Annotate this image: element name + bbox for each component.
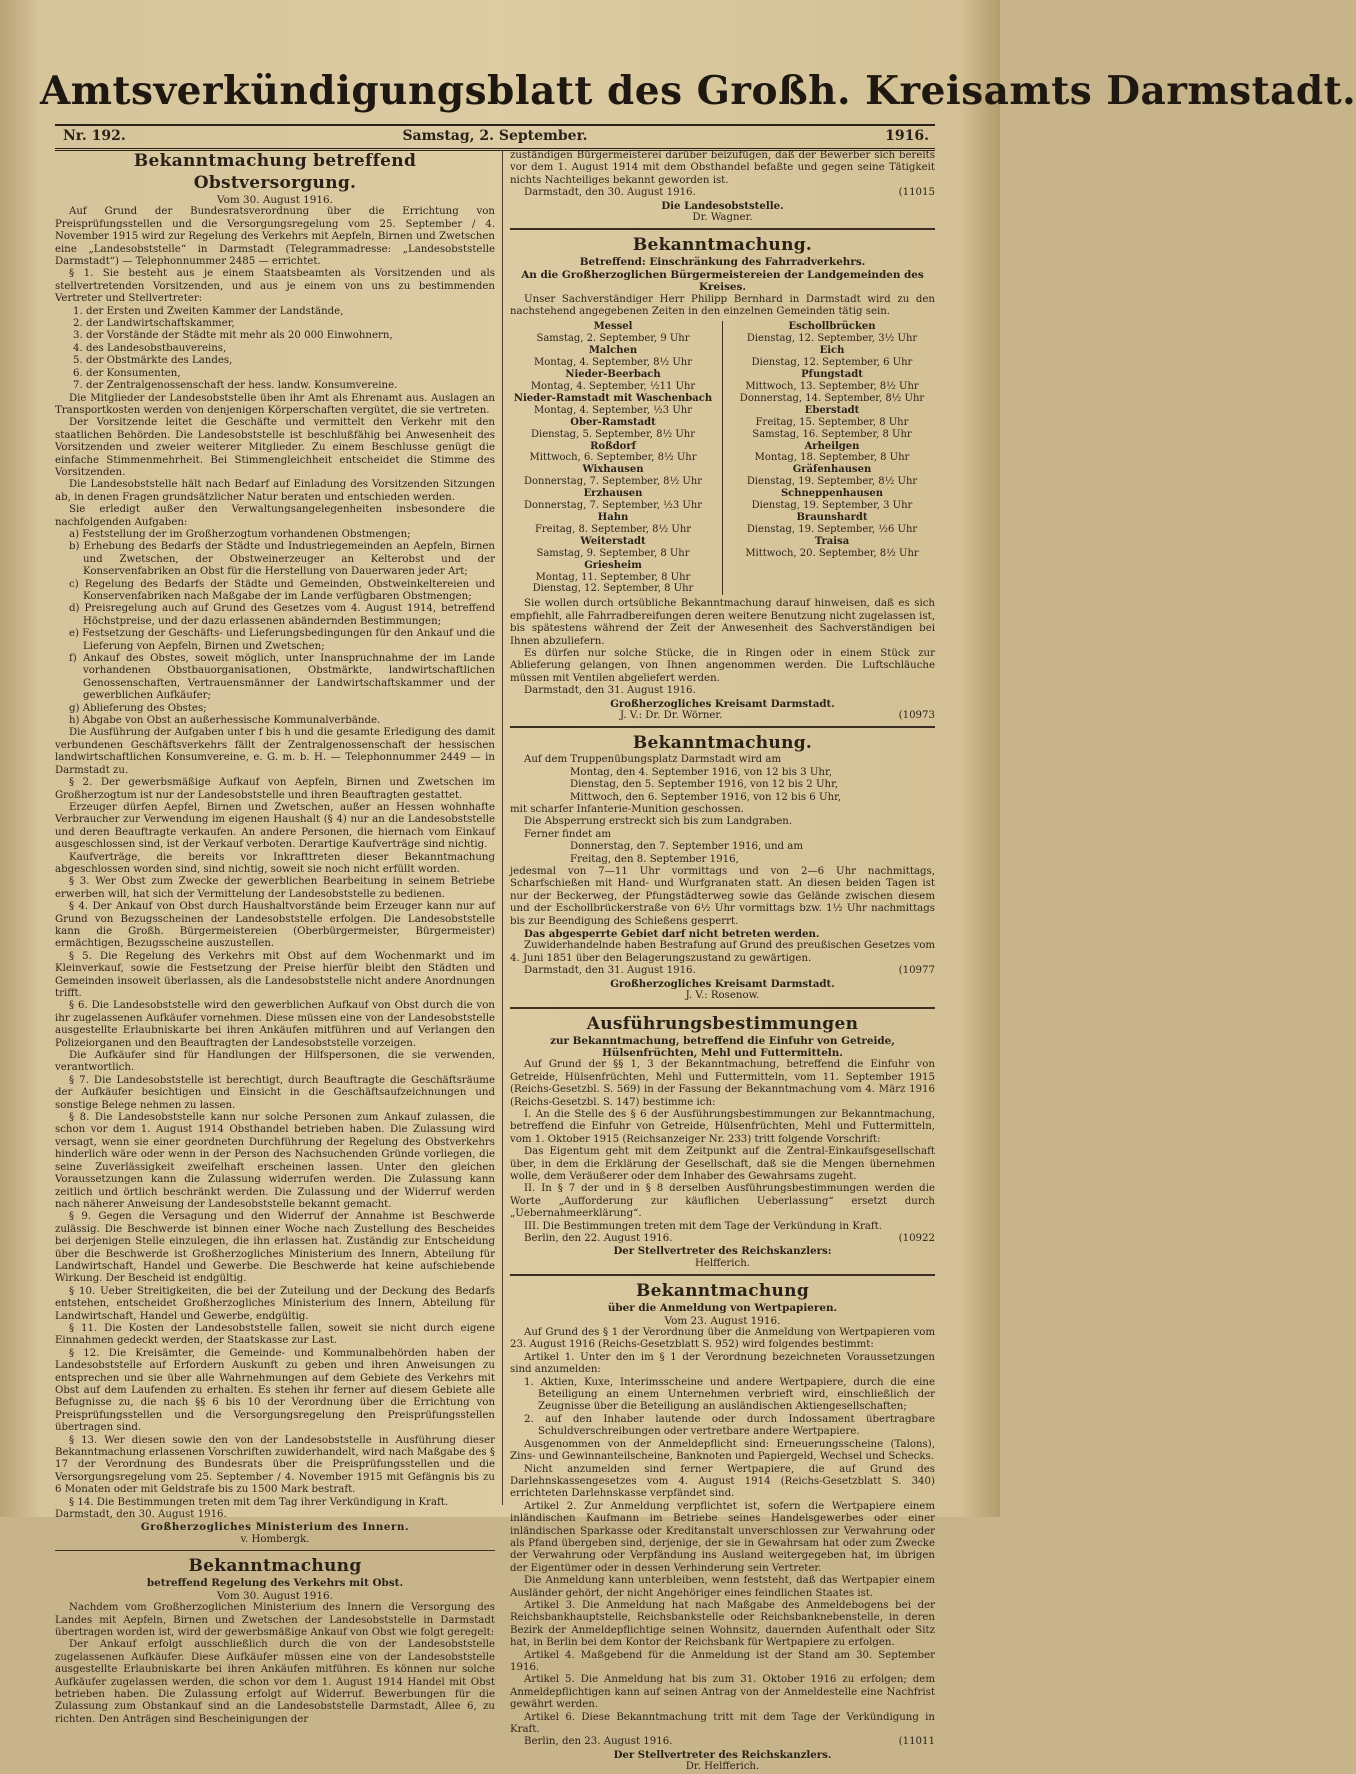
wert-a5: Artikel 5. Die Anmeldung hat bis zum 31. Oktober 1916 zu erfolgen; dem Anmeldepflichtigen kann auf seinen Antrag von der Anmeldestelle eine Nachfrist gewährt werden. bbox=[510, 1674, 935, 1711]
obst-paragraph: § 2. Der gewerbsmäßige Aufkauf von Aepfeln, Birnen und Zwetschen im Großherzogtum ist nur der Landesobststelle und ihren Beauftragten gestattet. bbox=[55, 777, 495, 801]
masthead-title: Amtsverkündigungsblatt des Großh. Kreisamts Darmstadt. bbox=[40, 68, 1356, 114]
obst-date: Vom 30. August 1916. bbox=[217, 194, 333, 206]
issue-date: Samstag, 2. September. bbox=[402, 128, 588, 144]
schedule-time: Samstag, 9. September, 8 Uhr bbox=[536, 547, 690, 559]
fahrrad-text2: Es dürfen nur solche Stücke, die in Ringen oder in einem Stück zur Ablieferung gelangen, von Ihnen angenommen werden. Die Luftschläuche müssen mit Ventilen abgeliefert werden. bbox=[510, 647, 935, 684]
ausf-iii: III. Die Bestimmungen treten mit dem Tage der Verkündung in Kraft. bbox=[524, 1220, 883, 1232]
issue-number: Nr. 192. bbox=[63, 128, 126, 144]
obst-paragraph: § 5. Die Regelung des Verkehrs mit Obst auf dem Wochenmarkt und im Kleinverkauf, sowie die Festsetzung der Preise hierfür bleibt den Städten und Gemeinden insoweit überlassen, als die Landesobststelle nicht andere Anordnungen trifft. bbox=[55, 950, 495, 999]
truppen-l4: Ferner findet am bbox=[524, 828, 612, 840]
fahrrad-signer: J. V.: Dr. Dr. Wörner. bbox=[620, 709, 723, 721]
schedule-time: Dienstag, 19. September, 3 Uhr bbox=[751, 500, 913, 512]
member-item: 6. der Konsumenten, bbox=[73, 367, 181, 379]
obst-p4: Die Landesobststelle hält nach Bedarf auf Einladung des Vorsitzenden Sitzungen ab, in denen Fragen grundsätzlicher Natur beraten und entschieden werden. bbox=[55, 479, 495, 503]
wert-title: Bekanntmachung bbox=[635, 1281, 810, 1302]
obst-p3: Der Vorsitzende leitet die Geschäfte und vermittelt den Verkehr mit den staatlichen Behörden. Die Landesobststelle ist beschlußfähig bei Anwesenheit des Vorsitzenden und zweier weiterer Mitglieder. Zu einem Beschlusse genügt die einfache Stimmenmehrheit. Bei Stimmengleichheit entscheidet die Stimme des Vorsitzenden. bbox=[55, 417, 495, 478]
wert-footer bbox=[510, 1736, 935, 1748]
schedule-place: Roßdorf bbox=[590, 440, 636, 452]
issue-year: 1916. bbox=[885, 128, 929, 144]
fahrrad-ref: (10973 bbox=[898, 709, 935, 721]
obst-p6: Die Ausführung der Aufgaben unter f bis h und die gesamte Erledigung des damit verbundenen Geschäftsverkehrs fällt der Zentralgenossenschaft der hessischen landwirtschaftlichen Konsumvereine, e. G. m. b. H. — Telephonnummer 2449 — in Darmstadt zu. bbox=[55, 727, 495, 776]
obst-p2: Die Mitglieder der Landesobststelle üben ihr Amt als Ehrenamt aus. Auslagen an Transportkosten werden von denjenigen Körperschaften vergütet, die sie vertreten. bbox=[55, 392, 495, 416]
right-column bbox=[510, 150, 935, 1773]
obst-paragraph: Die Aufkäufer sind für Handlungen der Hilfspersonen, die sie verwenden, verantwortlich. bbox=[55, 1050, 495, 1074]
schedule-place: Griesheim bbox=[584, 559, 642, 571]
obst-paragraph: § 10. Ueber Streitigkeiten, die bei der Zuteilung und der Deckung des Bedarfs entstehen, entscheidet Großherzogliches Ministerium des Innern, Abteilung für Landwirtschaft, Handel und Gewerbe, endgültig. bbox=[55, 1285, 495, 1322]
verkehr-text2: Der Ankauf erfolgt ausschließlich durch die von der Landesobststelle zugelassenen Aufkäufer. Diese Aufkäufer müssen eine von der Landesobststelle ausgestellte Erlaubniskarte bei ihren Ankäufen mitführen. Es können nur solche Aufkäufer zugelassen werden, die schon vor dem 1. August 1914 Handel mit Obst betrieben haben. Die Zulassung erfolgt auf Widerruf. Bewerbungen für die Zulassung zum Obstankauf sind an die Landesobststelle Darmstadt, Allee 6, zu richten. Den Anträgen sind Bescheinigungen der bbox=[55, 1639, 495, 1725]
obst-paragraph: § 14. Die Bestimmungen treten mit dem Tag ihrer Verkündigung in Kraft. bbox=[69, 1496, 449, 1508]
schedule-right bbox=[723, 321, 935, 595]
schedule-place: Hahn bbox=[597, 511, 629, 523]
wert-signer: Dr. Helfferich. bbox=[685, 1761, 760, 1773]
fahrrad-title: Bekanntmachung. bbox=[632, 235, 813, 256]
schedule-place: Erzhausen bbox=[583, 488, 643, 500]
ausf-i: I. An die Stelle des § 6 der Ausführungsbestimmungen zur Bekanntmachung, betreffend die Einfuhr von Getreide, Hülsenfrüchten, Mehl und Futtermitteln, vom 1. Oktober 1915 (Reichsanzeiger Nr. 233) tritt folgende Vorschrift: bbox=[510, 1108, 935, 1145]
schedule-place: Pfungstadt bbox=[801, 369, 863, 381]
truppen-footer bbox=[510, 965, 935, 977]
cont-text: zuständigen Bürgermeisterei darüber beizufügen, daß der Bewerber sich bereits vor dem 1. August 1914 mit dem Obsthandel befaßte und gegen seine Tätigkeit nichts Nachteiliges bekannt geworden ist. bbox=[510, 150, 935, 186]
ausf-ii: II. In § 7 der und in § 8 derselben Ausführungsbestimmungen werden die Worte „Aufforderung zur käuflichen Ueberlassung“ ersetzt durch „Uebernahmeerklärung“. bbox=[510, 1183, 935, 1220]
wert-a4: Artikel 4. Maßgebend für die Anmeldung ist der Stand am 30. September 1916. bbox=[510, 1649, 935, 1673]
schedule-place: Eschollbrücken bbox=[788, 321, 876, 333]
truppen-l7: Zuwiderhandelnde haben Bestrafung auf Grund des preußischen Gesetzes vom 4. Juni 1851 über den Belagerungszustand zu gewärtigen. bbox=[510, 940, 935, 964]
cont-footer bbox=[510, 187, 935, 199]
member-item: 4. des Landesobstbauvereins, bbox=[73, 342, 227, 354]
wert-text: Auf Grund des § 1 der Verordnung über die Anmeldung von Wertpapieren vom 23. August 1916 (Reichs-Gesetzblatt S. 952) wird folgendes bestimmt: bbox=[510, 1327, 935, 1351]
verkehr-text: Nachdem vom Großherzoglichen Ministerium des Innern die Versorgung des Landes mit Aepfeln, Birnen und Zwetschen der Landesobststelle in Darmstadt übertragen worden ist, wird der gewerbsmäßige Ankauf von Obst wie folgt geregelt: bbox=[55, 1602, 495, 1638]
obst-paragraph: § 6. Die Landesobststelle wird den gewerblichen Aufkauf von Obst durch die von ihr zugelassenen Aufkäufer vornehmen. Diese müssen eine von der Landesobststelle ausgestellte Erlaubniskarte bei ihren Ankäufen mitführen und auf Verlangen den Polizeiorganen und den Beauftragten der Landesobststelle vorzeigen. bbox=[55, 1000, 495, 1049]
obst-tasks bbox=[55, 529, 495, 728]
fahrrad-betreff: Betreffend: Einschränkung des Fahrradverkehrs. bbox=[579, 256, 866, 269]
fahrrad-text: Sie wollen durch ortsübliche Bekanntmachung darauf hinweisen, daß es sich empfiehlt, alle Fahrradbereifungen deren weitere Benutzung nicht zugelassen ist, bis spätestens während der Zeit der Anwesenheit des Sachverständigen bei Ihnen abzuliefern. bbox=[510, 598, 935, 647]
task-item: a) Feststellung der im Großherzogtum vorhandenen Obstmengen; bbox=[69, 528, 411, 540]
task-item: g) Ablieferung des Obstes; bbox=[69, 702, 207, 714]
truppen-time: Mittwoch, den 6. September 1916, von 12 bis 6 Uhr, bbox=[570, 791, 842, 803]
wert-a3: Artikel 3. Die Anmeldung hat nach Maßgabe des Anmeldebogens bei der Reichsbankhauptstelle, Reichsbankstelle oder Reichsbanknebenstelle, in deren Bezirk der Anmeldepflichtige seinen Wohnsitz, dauernden Aufenthalt oder Sitz hat, in Berlin bei dem Kontor der Reichsbank für Wertpapiere zu erfolgen. bbox=[510, 1599, 935, 1649]
task-item: f) Ankauf des Obstes, soweit möglich, unter Inanspruchnahme der im Lande vorhandenen Obstbauorganisationen, Obstmärkte, landwirtschaftlichen Genossenschaften, Vertrauensmänner der Landwirtschaftskammer und der gewerblichen Aufkäufer; bbox=[69, 653, 495, 702]
schedule-place: Schneppenhausen bbox=[780, 488, 884, 500]
wert-ref: (11011 bbox=[898, 1736, 935, 1748]
obst-paragraph: § 3. Wer Obst zum Zwecke der gewerblichen Bearbeitung in seinem Betriebe erwerben will, hat sich der Vermittelung der Landesobststelle zu bedienen. bbox=[55, 876, 495, 900]
fahrrad-place: Darmstadt, den 31. August 1916. bbox=[524, 685, 696, 697]
verkehr-subtitle: betreffend Regelung des Verkehrs mit Obst. bbox=[146, 1577, 404, 1590]
wert-a2: Artikel 2. Zur Anmeldung verpflichtet ist, sofern die Wertpapiere einem inländischen Kaufmann im Betriebe seines Handelsgewerbes oder einer inländischen Sparkasse oder Kreditanstalt unverschlossen zur Verwahrung oder als Pfand übergeben sind, derjenige, der sie in Gewahrsam hat oder zum Zwecke der Verwahrung oder Verpfändung ins Ausland weitergegeben hat, im übrigen der Eigentümer oder in dessen Verhinderung sein Vertreter. bbox=[510, 1500, 935, 1574]
schedule-time: Donnerstag, 7. September, 8½ Uhr bbox=[523, 476, 703, 488]
truppen-l1: Auf dem Truppenübungsplatz Darmstadt wird am bbox=[524, 754, 782, 766]
obst-p1: § 1. Sie besteht aus je einem Staatsbeamten als Vorsitzenden und als stellvertretenden Vorsitzenden, und aus je einem von uns zu bestimmenden Vertreter und Stellvertreter: bbox=[55, 268, 495, 305]
schedule-place: Wixhausen bbox=[582, 464, 644, 476]
schedule-place: Braunshardt bbox=[796, 511, 868, 523]
cont-place: Darmstadt, den 30. August 1916. bbox=[524, 187, 696, 199]
fahrrad-authority: Großherzogliches Kreisamt Darmstadt. bbox=[610, 697, 835, 710]
task-item: h) Abgabe von Obst an außerhessische Kommunalverbände. bbox=[69, 715, 381, 727]
truppen-title: Bekanntmachung. bbox=[632, 733, 813, 754]
truppen-time: Dienstag, den 5. September 1916, von 12 bis 2 Uhr, bbox=[570, 779, 839, 791]
schedule-time: Mittwoch, 13. September, 8½ Uhr bbox=[745, 381, 919, 392]
schedule-time: Dienstag, 12. September, 6 Uhr bbox=[751, 357, 913, 369]
schedule-place: Nieder-Ramstadt mit Waschenbach bbox=[513, 392, 713, 404]
wert-a6: Artikel 6. Diese Bekanntmachung tritt mit dem Tage der Verkündigung in Kraft. bbox=[510, 1711, 935, 1736]
schedule-time: Freitag, 15. September, 8 Uhr bbox=[755, 416, 909, 428]
truppen-time: Donnerstag, den 7. September 1916, und am bbox=[570, 841, 804, 853]
section-rule bbox=[55, 1550, 495, 1551]
fahrrad-to: An die Großherzoglichen Bürgermeistereien der Landgemeinden des Kreises. bbox=[521, 268, 924, 294]
obst-p5: Sie erledigt außer den Verwaltungsangelegenheiten insbesondere die nachfolgenden Aufgaben: bbox=[55, 504, 495, 528]
section-rule bbox=[510, 1274, 935, 1276]
schedule-time: Montag, 4. September, ½3 Uhr bbox=[534, 404, 692, 416]
truppen-l6: Das abgesperrte Gebiet darf nicht betreten werden. bbox=[524, 928, 820, 941]
wert-a1b: Ausgenommen von der Anmeldepflicht sind: Erneuerungsscheine (Talons), Zins- und Gewinnanteilscheine, Banknoten und Papiergeld, Wechsel und Schecks. bbox=[510, 1438, 935, 1463]
truppen-authority: Großherzogliches Kreisamt Darmstadt. bbox=[610, 977, 835, 990]
obst-title: Bekanntmachung betreffend Obstversorgung. bbox=[133, 151, 417, 193]
member-item: 3. der Vorstände der Städte mit mehr als 20 000 Einwohnern, bbox=[73, 330, 393, 342]
verkehr-title: Bekanntmachung bbox=[188, 1556, 362, 1577]
ausf-signer: Helfferich. bbox=[694, 1257, 751, 1269]
schedule-time: Dienstag, 19. September, 8½ Uhr bbox=[746, 476, 918, 488]
obst-place: Darmstadt, den 30. August 1916. bbox=[55, 1509, 227, 1521]
wert-item: 1. Aktien, Kuxe, Interimsscheine und andere Wertpapiere, durch die eine Beteiligung an einem Unternehmen verbrieft wird, einschließlich der Zeugnisse über die Beteiligung an ausländischen Aktiengesellschaften; bbox=[524, 1376, 935, 1413]
dateline bbox=[55, 124, 935, 151]
truppen-time: Montag, den 4. September 1916, von 12 bis 3 Uhr, bbox=[570, 766, 832, 778]
obst-members bbox=[55, 306, 495, 393]
wert-date: Vom 23. August 1916. bbox=[664, 1314, 781, 1327]
wert-a1: Artikel 1. Unter den im § 1 der Verordnung bezeichneten Voraussetzungen sind anzumelden: bbox=[510, 1351, 935, 1376]
obst-paragraph: § 4. Der Ankauf von Obst durch Haushaltvorstände beim Erzeuger kann nur auf Grund von Bezugsscheinen der Landesobststelle erfolgen. Die Landesobststelle kann die Großh. Bürgermeistereien (Oberbürgermeister, Bürgermeister) ermächtigen, Bezugsscheine auszustellen. bbox=[55, 901, 495, 950]
truppen-time: Freitag, den 8. September 1916, bbox=[570, 853, 739, 865]
wert-item: 2. auf den Inhaber lautende oder durch Indossament übertragbare Schuldverschreibungen oder vertretbare andere Wertpapiere. bbox=[524, 1413, 935, 1438]
obst-authority: Großherzogliches Ministerium des Innern. bbox=[140, 1521, 410, 1534]
schedule-place: Gräfenhausen bbox=[792, 464, 872, 476]
obst-signer: v. Hombergk. bbox=[240, 1533, 310, 1545]
section-rule bbox=[510, 726, 935, 728]
task-item: b) Erhebung des Bedarfs der Städte und Industriegemeinden an Aepfeln, Birnen und Zwetschen, der Obstweinerzeuger an Kelterobst und der Konservenfabriken an Obst für die Herstellung von Dauerwaren jeder Art; bbox=[69, 541, 495, 578]
schedule-time: Samstag, 16. September, 8 Uhr bbox=[752, 428, 912, 440]
truppen-l5: jedesmal von 7—11 Uhr vormittags und von 2—6 Uhr nachmittags, Scharfschießen mit Hand- und Wurfgranaten statt. An diesen beiden Tagen ist nur der Beckerweg, der Pfungstädterweg sowie das Gelände zwischen diesem und der Eschollbrückerstraße von 6½ Uhr vormittags bzw. 1½ Uhr nachmittags bis zur Beendigung des Schießens gesperrt. bbox=[510, 866, 935, 927]
ausf-authority: Der Stellvertreter des Reichskanzlers: bbox=[613, 1245, 832, 1258]
member-item: 1. der Ersten und Zweiten Kammer der Landstände, bbox=[73, 305, 344, 317]
ausf-place: Berlin, den 22. August 1916. bbox=[524, 1233, 673, 1244]
wert-a1c: Nicht anzumelden sind ferner Wertpapiere, die auf Grund des Darlehnskassengesetzes vom 4. August 1914 (Reichs-Gesetzblatt S. 340) errichteten Darlehnskasse verpfändet sind. bbox=[510, 1463, 935, 1500]
schedule-time: Montag, 18. September, 8 Uhr bbox=[754, 452, 910, 464]
obst-paragraph: § 13. Wer diesen sowie den von der Landesobststelle in Ausführung dieser Bekanntmachung erlassenen Vorschriften zuwiderhandelt, wird nach Maßgabe des § 17 der Verordnung des Bundesrats über die Preisprüfungsstellen und die Versorgungsregelung vom 25. September / 4. November 1915 mit Gefängnis bis zu 6 Monaten oder mit Geldstrafe bis zu 1500 Mark bestraft. bbox=[55, 1434, 495, 1496]
ausf-title: Ausführungsbestimmungen bbox=[586, 1013, 859, 1034]
task-item: d) Preisregelung auch auf Grund des Gesetzes vom 4. August 1914, betreffend Höchstpreise, und der dazu erlassenen abändernden Bestimmungen; bbox=[69, 603, 495, 627]
truppen-times bbox=[510, 767, 935, 804]
schedule-time: Samstag, 2. September, 9 Uhr bbox=[536, 333, 690, 345]
cont-authority: Die Landesobststelle. bbox=[661, 199, 784, 212]
obst-paragraph: Erzeuger dürfen Aepfel, Birnen und Zwetschen, außer an Hessen wohnhafte Verbraucher zur Verwendung im eigenen Haushalt (§ 4) nur an die Landesobststelle und deren Beauftragte verkaufen. An andere Personen, die hiernach vom Einkauf ausgeschlossen sind, ist der Verkauf verboten. Derartige Kaufverträge sind nichtig. bbox=[55, 801, 495, 851]
wert-a2b: Die Anmeldung kann unterbleiben, wenn feststeht, daß das Wertpapier einem Ausländer gehört, der nicht Angehöriger eines feindlichen Staates ist. bbox=[510, 1575, 935, 1599]
wert-authority: Der Stellvertreter des Reichskanzlers. bbox=[613, 1748, 832, 1761]
schedule-time: Freitag, 8. September, 8½ Uhr bbox=[534, 523, 692, 535]
schedule-time: Mittwoch, 20. September, 8½ Uhr bbox=[745, 547, 919, 559]
fahrrad-footer bbox=[510, 710, 935, 722]
ausf-footer bbox=[510, 1233, 935, 1245]
truppen-ref: (10977 bbox=[898, 965, 935, 977]
member-item: 7. der Zentralgenossenschaft der hess. landw. Konsumvereine. bbox=[73, 380, 398, 392]
schedule-place: Weiterstadt bbox=[580, 535, 646, 547]
truppen-times2 bbox=[510, 841, 935, 866]
wert-place: Berlin, den 23. August 1916. bbox=[524, 1736, 673, 1748]
task-item: c) Regelung des Bedarfs der Städte und Gemeinden, Obstweinkeltereien und Konservenfabriken nach Maßgabe der im Lande verfügbaren Obstmengen; bbox=[69, 578, 495, 602]
schedule-left bbox=[510, 321, 723, 595]
ausf-subtitle: zur Bekanntmachung, betreffend die Einfuhr von Getreide, Hülsenfrüchten, Mehl und Futtermitteln. bbox=[550, 1034, 895, 1059]
fahrrad-schedule bbox=[510, 321, 935, 595]
obst-paragraph: Kaufverträge, die bereits vor Inkrafttreten dieser Bekanntmachung abgeschlossen worden sind, sind nichtig, soweit sie noch nicht erfüllt worden. bbox=[55, 851, 495, 875]
obst-intro: Auf Grund der Bundesratsverordnung über die Errichtung von Preisprüfungsstellen und die Versorgungsregelung vom 25. September / 4. November 1915 wird zur Regelung des Verkehrs mit Aepfeln, Birnen und Zwetschen eine „Landesobststelle“ in Darmstadt (Telegrammadresse: „Landesobststelle Darmstadt“) — Telephonnummer 2485 — errichtet. bbox=[55, 206, 495, 268]
column-divider bbox=[502, 150, 503, 1505]
schedule-time: Montag, 4. September, ½11 Uhr bbox=[530, 381, 696, 392]
schedule-time: Donnerstag, 14. September, 8½ Uhr bbox=[739, 392, 925, 404]
schedule-place: Messel bbox=[593, 321, 633, 333]
schedule-place: Ober-Ramstadt bbox=[570, 416, 656, 428]
schedule-time: Montag, 4. September, 8½ Uhr bbox=[534, 357, 692, 369]
schedule-place: Malchen bbox=[588, 345, 638, 357]
schedule-time: Montag, 11. September, 8 Uhr bbox=[535, 571, 691, 583]
verkehr-date: Vom 30. August 1916. bbox=[217, 1589, 333, 1602]
obst-paragraph: § 12. Die Kreisämter, die Gemeinde- und Kommunalbehörden haben der Landesobststelle auf Erfordern Auskunft zu geben und ihren Anweisungen zu entsprechen und sie über alle Wahrnehmungen auf dem Gebiete des Verkehrs mit Obst auf dem Laufenden zu erhalten. Es stehen ihr ferner auf diesem Gebiete alle Befugnisse zu, die nach §§ 6 bis 10 der Verordnung über die Errichtung von Preisprüfungsstellen und die Versorgungsregelung den Preisprüfungsstellen übertragen sind. bbox=[55, 1347, 495, 1434]
cont-signer: Dr. Wagner. bbox=[692, 212, 753, 224]
task-item: e) Festsetzung der Geschäfts- und Lieferungsbedingungen für den Ankauf und die Lieferung von Aepfeln, Birnen und Zwetschen; bbox=[69, 628, 495, 652]
truppen-l2: mit scharfer Infanterie-Munition geschossen. bbox=[510, 804, 744, 815]
schedule-time: Mittwoch, 6. September, 8½ Uhr bbox=[529, 452, 697, 464]
obst-paragraph: § 9. Gegen die Versagung und den Widerruf der Annahme ist Beschwerde zulässig. Die Beschwerde ist binnen einer Woche nach Zustellung des Bescheides bei derjenigen Stelle einzulegen, die ihn erlassen hat. Zuständig zur Entscheidung über die Beschwerde ist Großherzogliches Ministerium des Innern, Abteilung für Landwirtschaft, Handel und Gewerbe. Die Beschwerde hat keine aufschiebende Wirkung. Der Bescheid ist endgültig. bbox=[55, 1211, 495, 1285]
member-item: 5. der Obstmärkte des Landes, bbox=[73, 355, 233, 367]
schedule-place: Traisa bbox=[814, 535, 850, 547]
schedule-time: Dienstag, 5. September, 8½ Uhr bbox=[531, 428, 695, 440]
fahrrad-intro: Unser Sachverständiger Herr Philipp Bernhard in Darmstadt wird zu den nachstehend angegebenen Zeiten in den einzelnen Gemeinden tätig sein. bbox=[510, 293, 935, 318]
schedule-place: Eberstadt bbox=[804, 404, 860, 416]
schedule-time: Dienstag, 19. September, ½6 Uhr bbox=[746, 523, 918, 535]
section-rule bbox=[510, 228, 935, 230]
wert-subtitle: über die Anmeldung von Wertpapieren. bbox=[607, 1302, 838, 1315]
member-item: 2. der Landwirtschaftskammer, bbox=[73, 318, 235, 330]
left-column bbox=[55, 150, 495, 1725]
schedule-place: Nieder-Beerbach bbox=[565, 369, 661, 381]
truppen-signer: J. V.: Rosenow. bbox=[685, 990, 760, 1002]
ausf-i2: Das Eigentum geht mit dem Zeitpunkt auf die Zentral-Einkaufsgesellschaft über, in dem die Erklärung der Gesellschaft, daß sie die Mengen übernehmen wolle, dem Veräußerer oder dem Inhaber des Gewahrsams zugeht. bbox=[510, 1146, 935, 1182]
schedule-place: Arheilgen bbox=[804, 440, 860, 452]
obst-paragraph: § 7. Die Landesobststelle ist berechtigt, durch Beauftragte die Geschäftsräume der Aufkäufer besichtigen und Einsicht in die Geschäftsaufzeichnungen und sonstige Belege nehmen zu lassen. bbox=[55, 1074, 495, 1111]
cont-ref: (11015 bbox=[898, 187, 935, 199]
schedule-time: Dienstag, 12. September, 8 Uhr bbox=[532, 583, 694, 595]
ausf-text: Auf Grund der §§ 1, 3 der Bekanntmachung, betreffend die Einfuhr von Getreide, Hülsenfrüchten, Mehl und Futtermitteln, vom 11. September 1915 (Reichs-Gesetzbl. S. 569) in der Fassung der Bekanntmachung vom 4. März 1916 (Reichs-Gesetzbl. S. 147) bestimme ich: bbox=[510, 1059, 935, 1108]
schedule-place: Eich bbox=[819, 345, 845, 357]
schedule-time: Donnerstag, 7. September, ½3 Uhr bbox=[523, 500, 703, 512]
obst-paragraph: § 8. Die Landesobststelle kann nur solche Personen zum Ankauf zulassen, die schon vor dem 1. August 1914 Obsthandel betrieben haben. Die Zulassung wird versagt, wenn sie einer geordneten Durchführung der Regelung des Obstverkehrs hinderlich wäre oder wenn in der Person des Nachsuchenden Gründe vorliegen, die seine Zuverlässigkeit zweifelhaft erscheinen lassen. Unter den gleichen Voraussetzungen kann die Zulassung widerrufen werden. Die Zulassung kann zeitlich und örtlich beschränkt werden. Die Zulassung und der Widerruf werden nach näherer Anweisung der Landesobststelle bekannt gemacht. bbox=[55, 1112, 495, 1210]
obst-paragraph: § 11. Die Kosten der Landesobststelle fallen, soweit sie nicht durch eigene Einnahmen gedeckt werden, der Staatskasse zur Last. bbox=[55, 1322, 495, 1347]
ausf-ref: (10922 bbox=[898, 1233, 935, 1244]
truppen-place: Darmstadt, den 31. August 1916. bbox=[524, 965, 696, 977]
section-rule bbox=[510, 1007, 935, 1009]
truppen-l3: Die Absperrung erstreckt sich bis zum Landgraben. bbox=[524, 816, 793, 828]
schedule-time: Dienstag, 12. September, 3½ Uhr bbox=[746, 333, 918, 345]
